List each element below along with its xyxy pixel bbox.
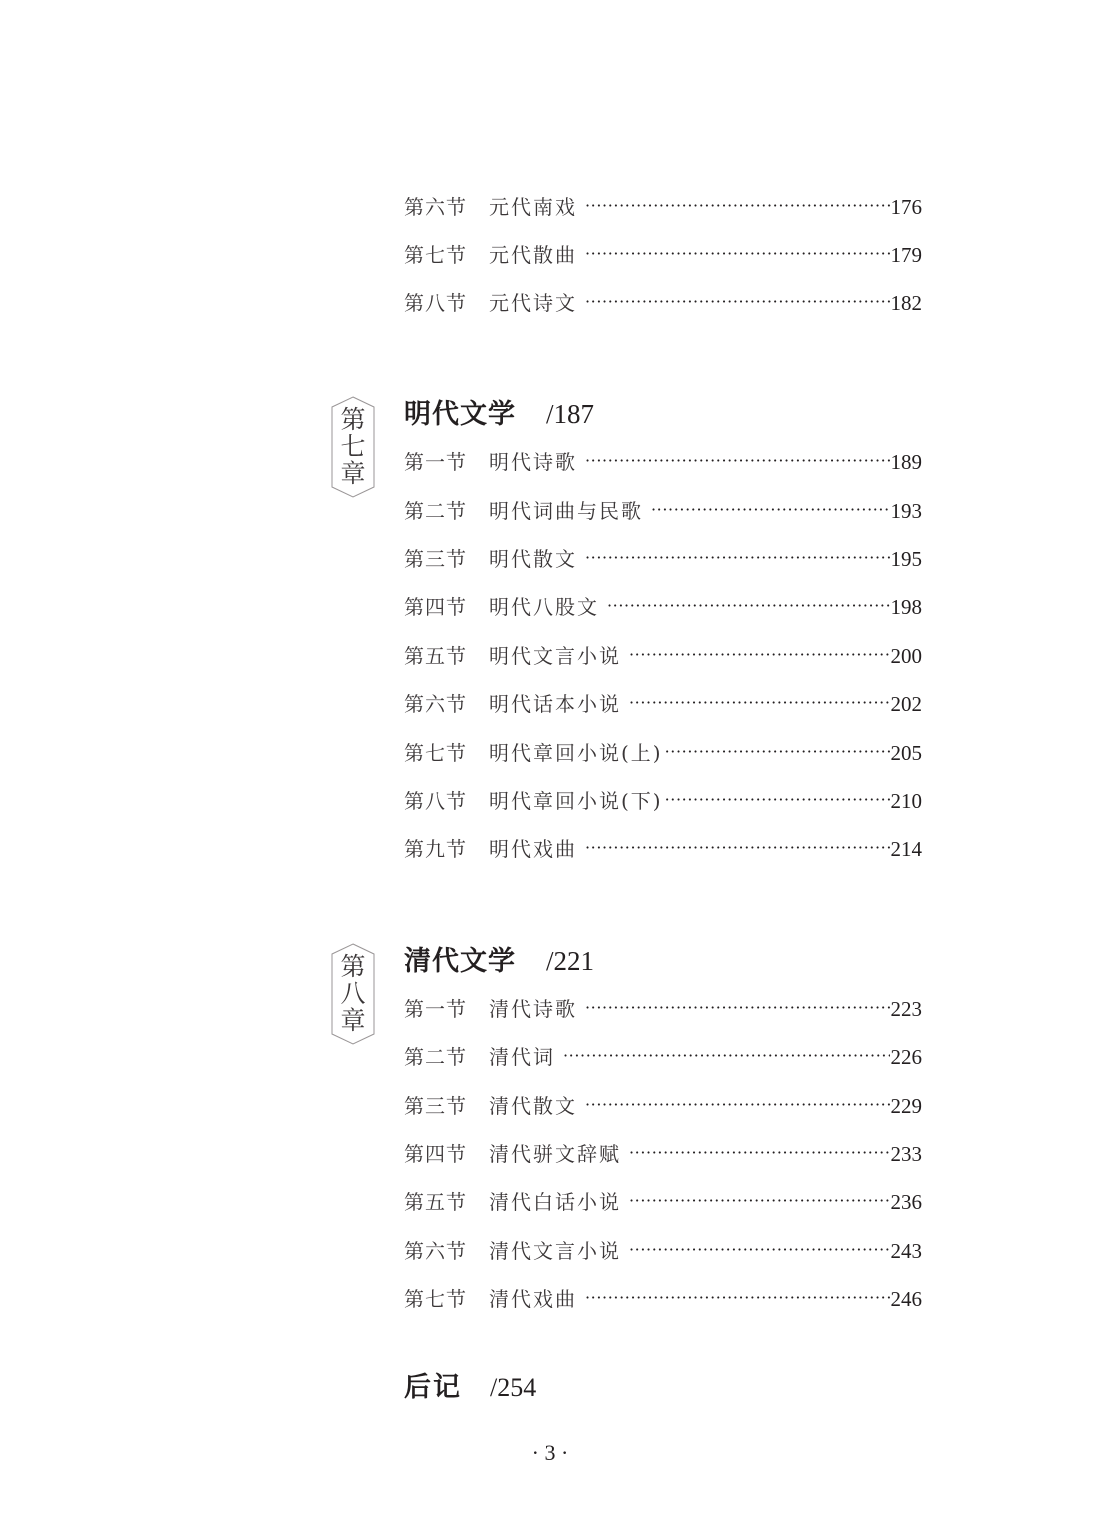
toc-entry[interactable] <box>404 192 922 222</box>
toc-entry[interactable] <box>404 240 922 270</box>
section-title: 清代诗歌 <box>489 997 577 1021</box>
dot-leader <box>665 737 890 767</box>
section-number: 第九节 <box>404 837 467 861</box>
section-number: 第三节 <box>404 1094 467 1118</box>
section-title: 清代词 <box>489 1045 555 1069</box>
chapter-page-number: /187 <box>546 399 595 429</box>
section-number: 第一节 <box>404 997 467 1021</box>
section-title: 明代话本小说 <box>489 692 621 716</box>
section-number: 第八节 <box>404 291 467 315</box>
toc-entry[interactable] <box>404 1042 922 1072</box>
toc-entry[interactable] <box>404 1236 922 1266</box>
section-page-number: 193 <box>890 499 922 523</box>
afterword-title: 后记 <box>404 1372 462 1403</box>
dot-leader <box>629 1186 890 1216</box>
dot-leader <box>585 543 890 573</box>
toc-entry[interactable] <box>404 544 922 574</box>
toc-entry[interactable] <box>404 834 922 864</box>
section-number: 第七节 <box>404 243 467 267</box>
toc-entry[interactable] <box>404 738 922 768</box>
toc-entry[interactable] <box>404 1091 922 1121</box>
toc-entry[interactable] <box>404 786 922 816</box>
dot-leader <box>629 640 890 670</box>
section-title: 明代散文 <box>489 547 577 571</box>
section-page-number: 223 <box>890 997 922 1021</box>
section-page-number: 226 <box>890 1045 922 1069</box>
dot-leader <box>585 239 890 269</box>
toc-entry[interactable] <box>404 1139 922 1169</box>
section-number: 第二节 <box>404 1045 467 1069</box>
section-page-number: 176 <box>890 195 922 219</box>
afterword-page-number: /254 <box>490 1373 537 1402</box>
section-title: 明代章回小说(下) <box>489 789 663 813</box>
dot-leader <box>629 1138 890 1168</box>
chapter-title: 明代文学 <box>404 399 516 430</box>
section-page-number: 189 <box>890 450 922 474</box>
section-title: 清代戏曲 <box>489 1287 577 1311</box>
toc-entry[interactable] <box>404 994 922 1024</box>
dot-leader <box>585 446 890 476</box>
section-title: 清代白话小说 <box>489 1190 621 1214</box>
section-title: 明代文言小说 <box>489 644 621 668</box>
section-page-number: 205 <box>890 741 922 765</box>
section-page-number: 200 <box>890 644 922 668</box>
section-page-number: 179 <box>890 243 922 267</box>
section-page-number: 214 <box>890 837 922 861</box>
dot-leader <box>585 993 890 1023</box>
section-page-number: 243 <box>890 1239 922 1263</box>
section-page-number: 182 <box>890 291 922 315</box>
section-title: 清代文言小说 <box>489 1239 621 1263</box>
dot-leader <box>607 591 890 621</box>
section-title: 元代诗文 <box>489 291 577 315</box>
dot-leader <box>585 1090 890 1120</box>
section-title: 明代章回小说(上) <box>489 741 663 765</box>
chapter-number-vertical: 第 八 章 <box>340 952 366 1035</box>
section-page-number: 202 <box>890 692 922 716</box>
section-title: 明代戏曲 <box>489 837 577 861</box>
section-number: 第八节 <box>404 789 467 813</box>
section-title: 明代诗歌 <box>489 450 577 474</box>
section-number: 第一节 <box>404 450 467 474</box>
chapter-heading[interactable] <box>404 392 594 436</box>
section-page-number: 198 <box>890 595 922 619</box>
toc-entry[interactable] <box>404 641 922 671</box>
section-number: 第三节 <box>404 547 467 571</box>
section-page-number: 229 <box>890 1094 922 1118</box>
chapter-number-vertical: 第 七 章 <box>340 405 366 488</box>
folio-page-number: · 3 · <box>531 1440 569 1465</box>
section-number: 第四节 <box>404 1142 467 1166</box>
dot-leader <box>629 1235 890 1265</box>
dot-leader <box>585 833 890 863</box>
section-number: 第五节 <box>404 1190 467 1214</box>
section-number: 第六节 <box>404 195 467 219</box>
chapter-badge <box>331 943 375 1045</box>
dot-leader <box>585 191 890 221</box>
toc-entry[interactable] <box>404 689 922 719</box>
dot-leader <box>665 785 890 815</box>
toc-entry[interactable] <box>404 496 922 526</box>
section-title: 明代词曲与民歌 <box>489 499 643 523</box>
section-page-number: 195 <box>890 547 922 571</box>
toc-entry[interactable] <box>404 288 922 318</box>
section-title: 明代八股文 <box>489 595 599 619</box>
toc-entry[interactable] <box>404 447 922 477</box>
section-number: 第四节 <box>404 595 467 619</box>
section-number: 第七节 <box>404 1287 467 1311</box>
section-title: 清代骈文辞赋 <box>489 1142 621 1166</box>
chapter-title: 清代文学 <box>404 946 516 977</box>
dot-leader <box>651 495 890 525</box>
section-title: 元代散曲 <box>489 243 577 267</box>
section-number: 第七节 <box>404 741 467 765</box>
section-number: 第二节 <box>404 499 467 523</box>
chapter-page-number: /221 <box>546 946 595 976</box>
afterword-heading[interactable] <box>404 1365 536 1404</box>
toc-entry[interactable] <box>404 1284 922 1314</box>
section-number: 第五节 <box>404 644 467 668</box>
section-page-number: 233 <box>890 1142 922 1166</box>
chapter-badge <box>331 396 375 498</box>
dot-leader <box>585 287 890 317</box>
toc-entry[interactable] <box>404 592 922 622</box>
section-number: 第六节 <box>404 1239 467 1263</box>
toc-entry[interactable] <box>404 1187 922 1217</box>
section-number: 第六节 <box>404 692 467 716</box>
section-page-number: 246 <box>890 1287 922 1311</box>
dot-leader <box>563 1041 890 1071</box>
section-page-number: 210 <box>890 789 922 813</box>
section-page-number: 236 <box>890 1190 922 1214</box>
chapter-heading[interactable] <box>404 939 594 983</box>
section-title: 清代散文 <box>489 1094 577 1118</box>
dot-leader <box>629 688 890 718</box>
section-title: 元代南戏 <box>489 195 577 219</box>
dot-leader <box>585 1283 890 1313</box>
